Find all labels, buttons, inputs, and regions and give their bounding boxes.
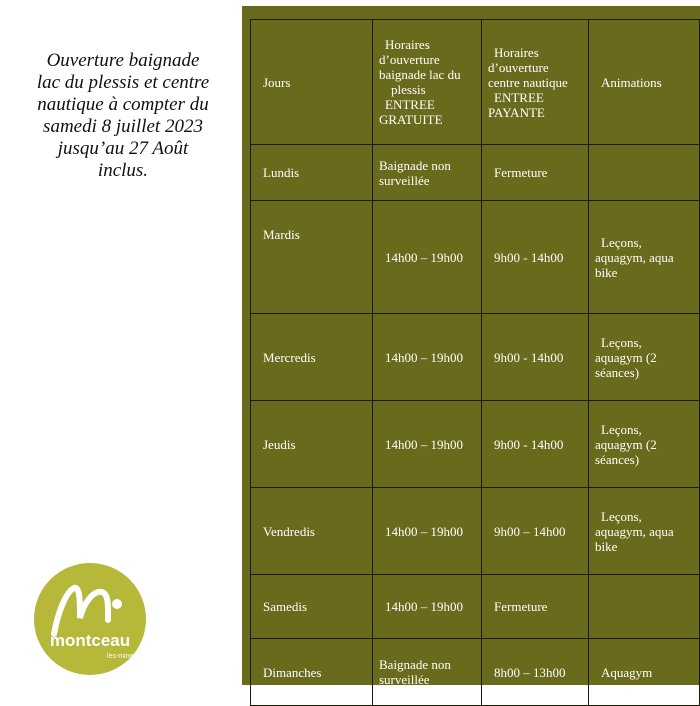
table-row [251,201,700,314]
cell-line: Aquagym [601,664,653,680]
table-row [251,575,700,639]
intro-line: jusqu’au 27 Août [57,138,189,159]
cell-paid-hours [482,314,589,401]
cell-day: Mercredis [251,314,373,401]
cell-line: aquagym (2 [595,436,657,452]
header-line: GRATUITE [379,112,443,127]
intro-line: lac du plessis et centre [36,72,210,93]
cell-line: 14h00 – 19h00 [385,599,463,614]
cell-activities [589,401,700,488]
cell-line: bike [595,538,618,554]
cell-day: Lundis [251,145,373,201]
cell-line: 14h00 – 19h00 [385,436,463,452]
table-header-row [251,20,700,145]
cell-line: bike [595,264,618,280]
cell-line: 14h00 – 19h00 [385,523,463,539]
table-row [251,488,700,575]
cell-line: Baignade non [379,157,451,173]
cell-free-hours [373,201,482,314]
cell-line: Leçons, [601,421,642,437]
header-free-hours [373,20,482,145]
intro-line: Ouverture baignade [46,50,200,71]
cell-line: 9h00 - 14h00 [494,436,564,452]
cell-free-hours [373,575,482,639]
schedule-table [250,19,700,706]
cell-line: aquagym (2 [595,349,657,365]
header-paid-hours [482,20,589,145]
cell-line: Leçons, [601,234,642,250]
cell-line: surveillée [379,172,430,188]
header-day: Jours [251,20,373,145]
table-row [251,314,700,401]
montceau-logo [14,562,166,676]
cell-paid-hours [482,639,589,706]
cell-paid-hours [482,401,589,488]
cell-activities [589,201,700,314]
header-line: centre nautique [488,74,568,90]
cell-paid-hours [482,145,589,201]
cell-day: Mardis [251,201,373,314]
cell-free-hours [373,401,482,488]
cell-line: séances) [595,451,640,467]
intro-line: inclus. [97,160,149,181]
cell-line: 14h00 – 19h00 [385,249,463,265]
intro-line: nautique à compter du [37,94,209,115]
logo-wordmark: montceau [49,631,131,650]
cell-paid-hours [482,575,589,639]
cell-free-hours [373,488,482,575]
cell-line: aquagym, aqua [595,523,674,539]
header-line: baignade lac du [379,67,461,82]
cell-activities [589,575,700,639]
cell-line: 9h00 - 14h00 [494,349,564,365]
cell-day: Jeudis [251,401,373,488]
cell-activities [589,488,700,575]
intro-text [18,50,228,182]
cell-line: Fermeture [494,599,548,614]
cell-line: surveillée [379,672,430,687]
header-activities: Animations [589,20,700,145]
header-line: Horaires [385,37,430,52]
cell-line: 8h00 – 13h00 [494,664,566,680]
cell-paid-hours [482,488,589,575]
header-line: plessis [391,82,426,97]
cell-line: Leçons, [601,334,642,350]
cell-line: aquagym, aqua [595,249,674,265]
cell-activities [589,314,700,401]
cell-free-hours [373,639,482,706]
cell-line: 9h00 - 14h00 [494,249,564,265]
cell-free-hours [373,145,482,201]
table-row [251,639,700,706]
table-row [251,401,700,488]
cell-line: Baignade non [379,657,451,672]
cell-day: Samedis [251,575,373,639]
intro-line: samedi 8 juillet 2023 [43,116,203,137]
header-line: d’ouverture [488,59,549,75]
cell-day: Dimanches [251,639,373,706]
header-line: Horaires [494,44,539,60]
cell-paid-hours [482,201,589,314]
cell-free-hours [373,314,482,401]
cell-line: 9h00 – 14h00 [494,523,566,539]
table-row [251,145,700,201]
logo-dot-icon [112,599,122,609]
header-line: d’ouverture [379,52,440,67]
cell-activities [589,145,700,201]
cell-line: 14h00 – 19h00 [385,349,463,365]
cell-line: Leçons, [601,508,642,524]
header-line: ENTREE [385,97,435,112]
header-line: ENTREE [494,89,544,105]
cell-line: séances) [595,364,640,380]
cell-day: Vendredis [251,488,373,575]
cell-activities [589,639,700,706]
logo-subtitle: les-mines [107,653,137,660]
cell-line: Fermeture [494,165,548,180]
header-line: PAYANTE [488,104,545,120]
